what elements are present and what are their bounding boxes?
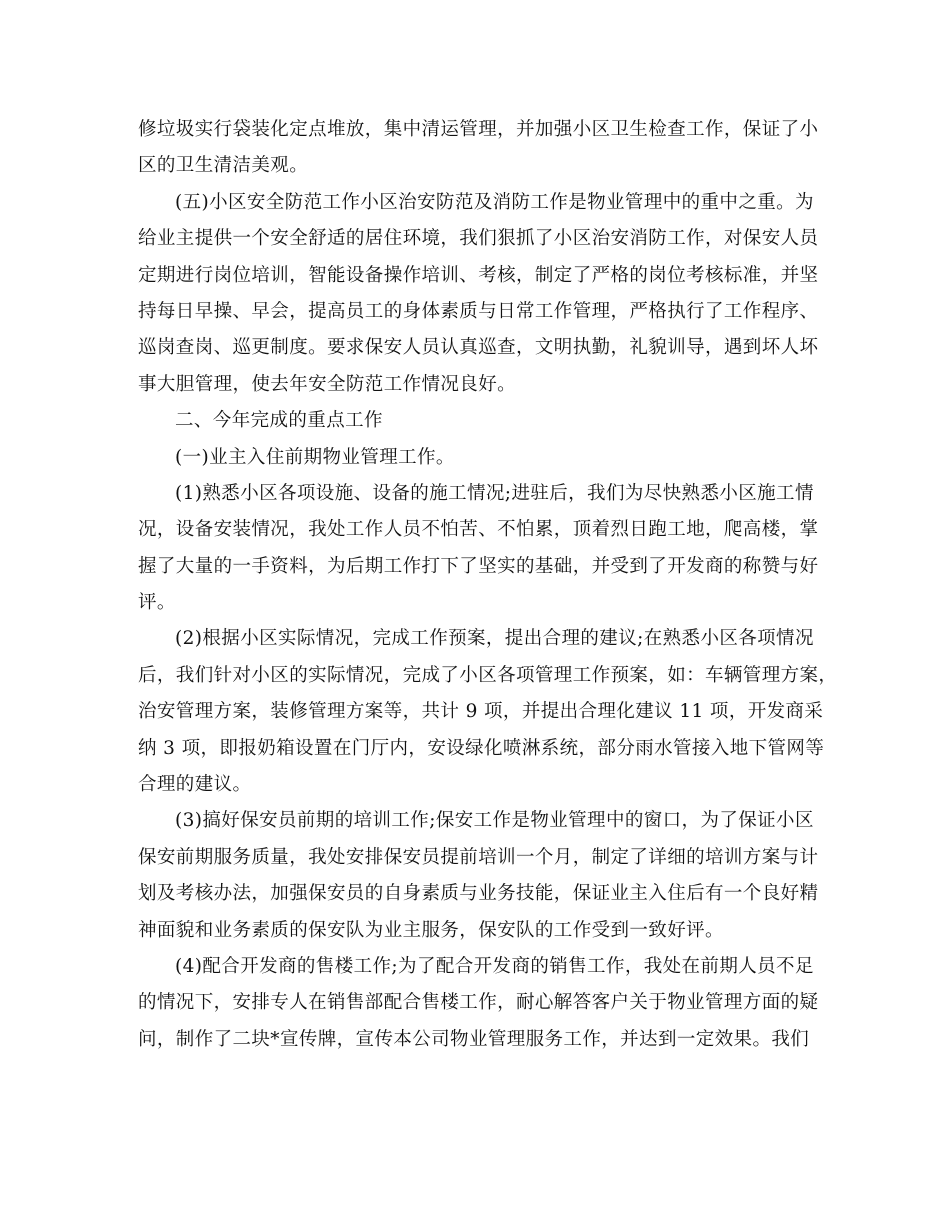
text-line: 神面貌和业务素质的保安队为业主服务，保安队的工作受到一致好评。	[138, 919, 724, 941]
document-body	[138, 112, 838, 1058]
paragraph	[138, 476, 819, 622]
text-line: 划及考核办法，加强保安员的自身素质与业务技能，保证业主入住后有一个良好精	[138, 883, 819, 905]
text-line: (一)业主入住前期物业管理工作。	[175, 446, 455, 468]
text-line: (五)小区安全防范工作小区治安防范及消防工作是物业管理中的重中之重。为	[175, 191, 814, 213]
text-line: 问，制作了二块*宣传牌，宣传本公司物业管理服务工作，并达到一定效果。我们	[138, 1028, 810, 1050]
text-line: (3)搞好保安员前期的培训工作;保安工作是物业管理中的窗口，为了保证小区	[175, 810, 814, 832]
text-line: 定期进行岗位培训，智能设备操作培训、考核，制定了严格的岗位考核标准，并坚	[138, 264, 819, 286]
text-line: 治安管理方案，装修管理方案等，共计 9 项，并提出合理化建议 11 项，开发商采	[138, 701, 824, 723]
paragraph	[138, 185, 819, 403]
text-line: 况，设备安装情况，我处工作人员不怕苦、不怕累，顶着烈日跑工地，爬高楼，掌	[138, 519, 819, 541]
paragraph	[138, 621, 838, 803]
paragraph	[138, 403, 816, 439]
text-line: 二、今年完成的重点工作	[175, 410, 383, 432]
text-line: 巡岗查岗、巡更制度。要求保安人员认真巡查，文明执勤，礼貌训导，遇到坏人坏	[138, 337, 819, 359]
text-line: 持每日早操、早会，提高员工的身体素质与日常工作管理，严格执行了工作程序、	[138, 300, 819, 322]
text-line: (1)熟悉小区各项设施、设备的施工情况;进驻后，我们为尽快熟悉小区施工情	[175, 482, 814, 504]
text-line: 保安前期服务质量，我处安排保安员提前培训一个月，制定了详细的培训方案与计	[138, 846, 819, 868]
text-line: 给业主提供一个安全舒适的居住环境，我们狠抓了小区治安消防工作，对保安人员	[138, 228, 819, 250]
text-line: 评。	[138, 592, 176, 614]
text-line: 后，我们针对小区的实际情况，完成了小区各项管理工作预案，如：车辆管理方案，	[138, 664, 838, 686]
text-line: (2)根据小区实际情况，完成工作预案，提出合理的建议;在熟悉小区各项情况	[175, 628, 814, 650]
text-line: 纳 3 项，即报奶箱设置在门厅内，安设绿化喷淋系统，部分雨水管接入地下管网等	[138, 737, 825, 759]
text-line: 修垃圾实行袋装化定点堆放，集中清运管理，并加强小区卫生检查工作，保证了小	[138, 119, 819, 140]
text-line: 的情况下，安排专人在销售部配合售楼工作，耐心解答客户关于物业管理方面的疑	[138, 992, 819, 1014]
text-line: 握了大量的一手资料，为后期工作打下了坚实的基础，并受到了开发商的称赞与好	[138, 555, 819, 577]
text-line: 区的卫生清洁美观。	[138, 155, 309, 177]
text-line: 合理的建议。	[138, 774, 252, 796]
text-line: (4)配合开发商的售楼工作;为了配合开发商的销售工作，我处在前期人员不足	[175, 955, 814, 977]
paragraph	[138, 112, 819, 185]
paragraph	[138, 949, 819, 1058]
text-line: 事大胆管理，使去年安全防范工作情况良好。	[138, 373, 517, 395]
paragraph	[138, 803, 819, 949]
paragraph	[138, 440, 816, 476]
